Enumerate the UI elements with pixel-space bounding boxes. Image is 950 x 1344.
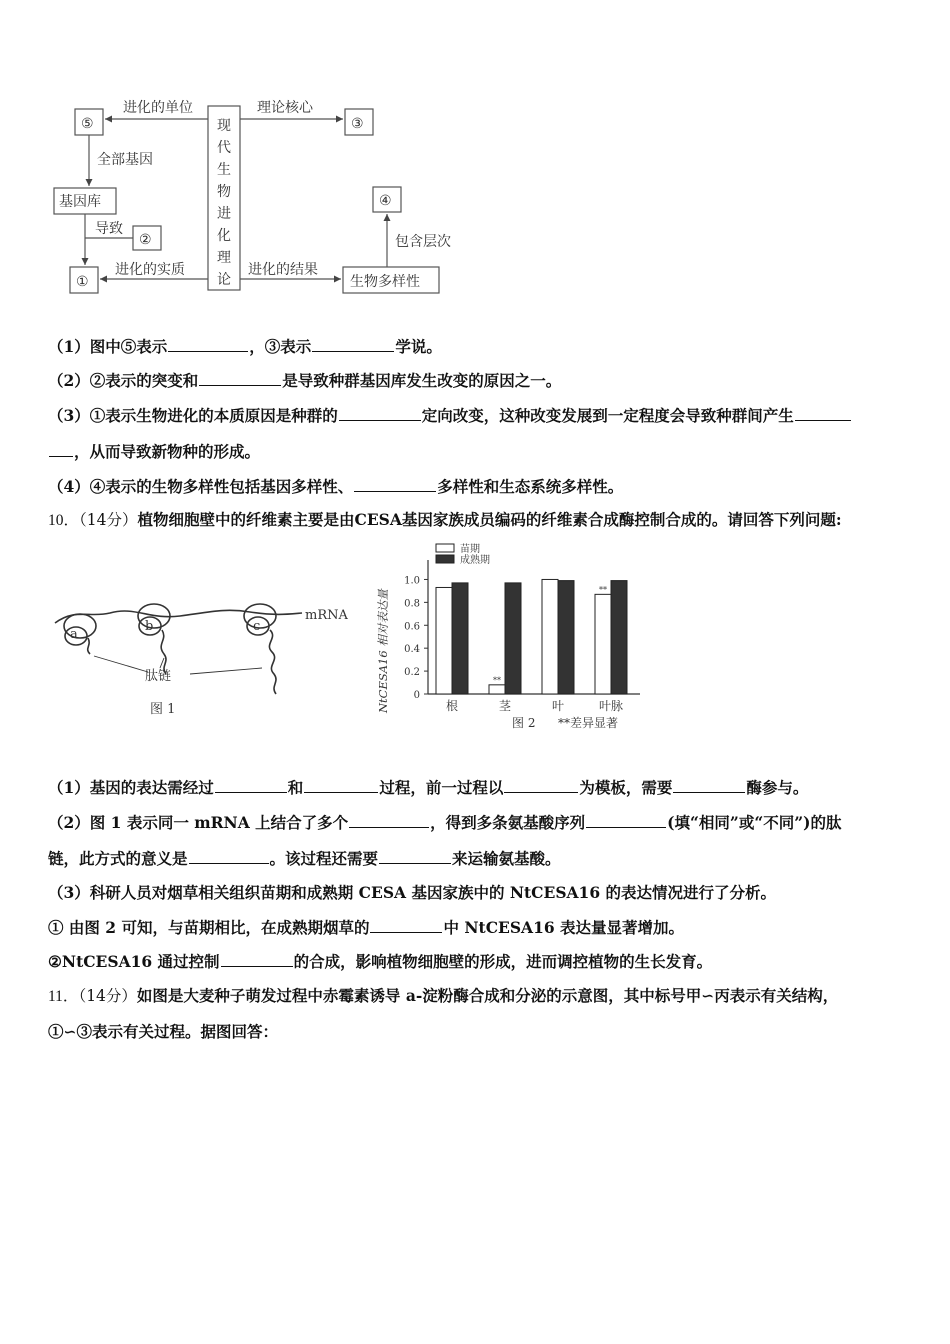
- q10-l2b-b: 。该过程还需要: [269, 849, 379, 868]
- q10-l2-c: (填“相同”或“不同”)的肽: [667, 813, 842, 832]
- q10-stem-text: 植物细胞壁中的纤维素主要是由CESA基因家族成员编码的纤维素合成酶控制合成的。请回答下列问题:: [137, 510, 842, 529]
- chart-y-tick-label: 0.4: [404, 644, 420, 656]
- box-2-label: ②: [139, 232, 152, 248]
- figure-1-polyribosome: [50, 568, 360, 728]
- q9-line-2: [48, 369, 561, 392]
- q10-stem: [48, 509, 842, 532]
- q10-l2-a: （2）图 1 表示同一 mRNA 上结合了多个: [48, 813, 349, 832]
- chart-bar-seedling: [436, 587, 452, 694]
- q11-stem-text: 如图是大麦种子萌发过程中赤霉素诱导 a-淀粉酶合成和分泌的示意图，其中标号甲∽丙表示有关结构，: [136, 986, 839, 1005]
- answer-blank[interactable]: [199, 369, 281, 386]
- edge-essence-label: 进化的实质: [115, 262, 185, 278]
- answer-blank[interactable]: [339, 404, 421, 421]
- edge-levels-label: 包含层次: [395, 234, 451, 250]
- q9-l3c-b: ，从而导致新物种的形成。: [74, 442, 261, 461]
- box-4-label: ④: [379, 193, 392, 209]
- figure-1-caption: 图 1: [150, 702, 176, 717]
- edge-cause-label: 导致: [95, 221, 123, 237]
- q11-stem-cont: [48, 1021, 278, 1043]
- q9-l2-a: （2）②表示的突变和: [48, 371, 199, 390]
- answer-blank[interactable]: [673, 776, 745, 793]
- q10-line-2: [48, 811, 842, 834]
- figure-2-bar-chart: [370, 538, 660, 738]
- q10-l4-b: 中 NtCESA16 表达量显著增加。: [443, 918, 685, 937]
- chart-x-tick-label: 叶脉: [598, 699, 624, 713]
- answer-blank[interactable]: [370, 916, 442, 933]
- q10-l2b-a: 链，此方式的意义是: [48, 849, 188, 868]
- q10-line-3: [48, 882, 776, 904]
- q11-number: 11．: [48, 988, 79, 1005]
- q10-l1-d: 为模板，需要: [579, 778, 673, 797]
- q10-l5-b: 的合成，影响植物细胞壁的形成，进而调控植物的生长发育。: [293, 952, 713, 971]
- chart-y-tick-label: 0.8: [404, 598, 420, 610]
- chart-bar-mature: [611, 581, 627, 694]
- answer-blank[interactable]: [379, 847, 451, 864]
- ribosome-c-label: c: [253, 619, 261, 634]
- answer-blank[interactable]: [221, 950, 293, 967]
- q10-l2b-c: 来运输氨基酸。: [452, 849, 561, 868]
- chart-y-tick-label: 0: [413, 690, 420, 701]
- q9-line-4: [48, 475, 623, 498]
- q10-l1-a: （1）基因的表达需经过: [48, 778, 214, 797]
- mrna-label: mRNA: [305, 608, 348, 623]
- chart-bar-mature: [452, 583, 468, 694]
- q10-l2-b: ，得到多条氨基酸序列: [430, 813, 586, 832]
- answer-blank[interactable]: [354, 475, 436, 492]
- mrna-strand: [55, 610, 302, 623]
- legend-label-mature: 成熟期: [460, 555, 490, 566]
- answer-blank[interactable]: [189, 847, 269, 864]
- q9-l2-b: 是导致种群基因库发生改变的原因之一。: [282, 371, 562, 390]
- biodiversity-label: 生物多样性: [350, 274, 420, 290]
- q10-line-1: [48, 776, 808, 799]
- edge-all-genes-label: 全部基因: [97, 152, 153, 168]
- peptide-chain-a: [88, 638, 90, 654]
- q9-line-3: [48, 404, 852, 427]
- chart-y-axis-label: NtCESA16 相对表达量: [376, 589, 390, 713]
- chart-significance-mark: **: [493, 675, 501, 685]
- q10-l5-a: ②NtCESA16 通过控制: [48, 952, 220, 971]
- q10-l3: （3）科研人员对烟草相关组织苗期和成熟期 CESA 基因家族中的 NtCESA16 的表达情况进行了分析。: [48, 883, 777, 902]
- edge-core-label: 理论核心: [257, 100, 313, 116]
- answer-blank[interactable]: [504, 776, 578, 793]
- q10-number: 10．: [48, 512, 80, 529]
- q11-score: （14分）: [78, 987, 137, 1005]
- ribosome-b-label: b: [145, 619, 154, 634]
- chart-note: **差异显著: [558, 716, 619, 730]
- q9-l3-a: （3）①表示生物进化的本质原因是种群的: [48, 406, 338, 425]
- peptide-chain-b: [161, 630, 166, 674]
- answer-blank[interactable]: [215, 776, 287, 793]
- edge-result-label: 进化的结果: [248, 262, 318, 278]
- ribosome-a-large: [64, 614, 96, 638]
- q9-l4-b: 多样性和生态系统多样性。: [437, 477, 624, 496]
- chart-significance-mark: **: [599, 585, 607, 595]
- q10-l1-e: 酶参与。: [746, 778, 809, 797]
- answer-blank[interactable]: [304, 776, 378, 793]
- legend-swatch-mature: [436, 555, 454, 563]
- box-3-label: ③: [351, 116, 364, 132]
- q10-line-4: [48, 916, 684, 939]
- chart-y-tick-label: 0.6: [404, 621, 420, 633]
- q10-l1-b: 和: [287, 778, 304, 797]
- q11-stem: [48, 985, 838, 1008]
- answer-blank[interactable]: [795, 404, 851, 421]
- ribosome-a-label: a: [70, 627, 78, 642]
- q9-l1-a: （1）图中⑤表示: [48, 337, 168, 356]
- q9-l3-b: 定向改变，这种改变发展到一定程度会导致种群间产生: [421, 406, 794, 425]
- evolution-concept-map: [45, 92, 465, 302]
- chart-y-tick-label: 1.0: [404, 575, 420, 587]
- answer-blank[interactable]: [586, 811, 666, 828]
- q9-l4-a: （4）④表示的生物多样性包括基因多样性、: [48, 477, 354, 496]
- q10-score: （14分）: [79, 511, 138, 529]
- q9-l1-b: ，③表示: [249, 337, 312, 356]
- peptide-chain-c: [269, 630, 276, 694]
- chart-caption: 图 2: [512, 716, 536, 730]
- center-label: 现代生物进化理论: [217, 118, 231, 288]
- legend-swatch-seedling: [436, 544, 454, 552]
- chart-bar-mature: [558, 581, 574, 694]
- q10-line-2-cont: [48, 847, 561, 870]
- chart-x-tick-label: 根: [445, 699, 459, 713]
- q11-stem-text-2: ①∽③表示有关过程。据图回答：: [48, 1022, 278, 1041]
- chart-bar-seedling: [489, 685, 505, 694]
- legend-label-seedling: 苗期: [460, 544, 480, 555]
- chart-bar-mature: [505, 583, 521, 694]
- peptide-label: 肽链: [145, 669, 172, 684]
- box-5-label: ⑤: [81, 116, 94, 132]
- answer-blank[interactable]: [349, 811, 429, 828]
- q9-line-1: [48, 335, 442, 358]
- q9-line-3-cont: [48, 440, 260, 463]
- answer-blank[interactable]: [49, 440, 73, 457]
- q10-line-5: [48, 950, 712, 973]
- chart-bar-seedling: [542, 579, 558, 694]
- edge-unit-label: 进化的单位: [123, 100, 193, 116]
- gene-pool-label: 基因库: [59, 194, 101, 210]
- box-1-label: ①: [76, 274, 89, 290]
- chart-y-tick-label: 0.2: [404, 667, 420, 679]
- chart-x-tick-label: 叶: [551, 699, 565, 713]
- q9-l1-c: 学说。: [395, 337, 442, 356]
- answer-blank[interactable]: [312, 335, 394, 352]
- q10-l1-c: 过程，前一过程以: [379, 778, 504, 797]
- q10-l4-a: ① 由图 2 可知，与苗期相比，在成熟期烟草的: [48, 918, 370, 937]
- answer-blank[interactable]: [168, 335, 248, 352]
- chart-x-tick-label: 茎: [498, 699, 512, 713]
- chart-bar-seedling: [595, 594, 611, 694]
